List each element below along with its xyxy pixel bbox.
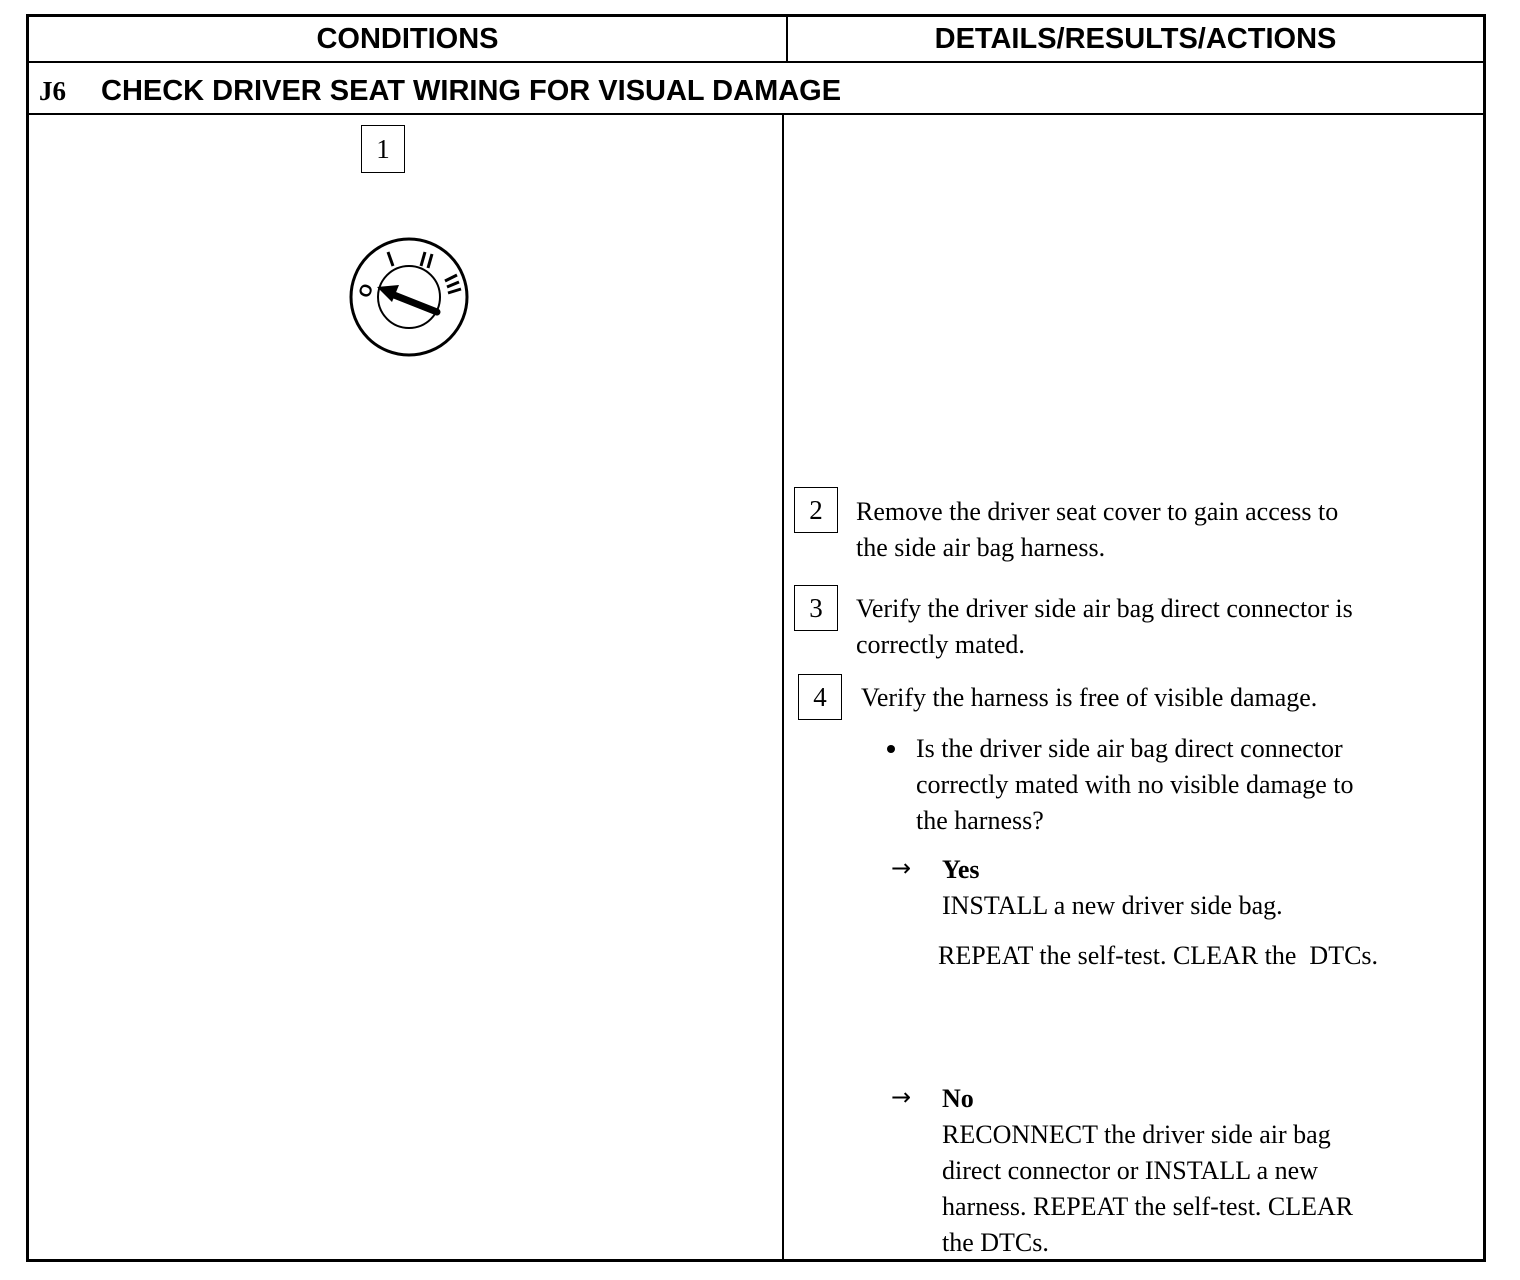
yes-action-repeat: REPEAT the self-test. CLEAR the DTCs. [938,941,1379,970]
bullet-icon [887,745,895,753]
ignition-label-iii-b [447,282,459,287]
header-divider [29,61,1483,63]
step-number-box: 3 [794,585,838,631]
step-id: J6 [39,76,66,106]
body-column-divider [782,114,784,1262]
ignition-label-ii-b [428,254,432,268]
ignition-pointer-shaft [389,293,437,312]
ignition-label-iii-a [445,275,457,281]
step-number-box: 2 [794,487,838,533]
details-header: DETAILS/RESULTS/ACTIONS [934,23,1337,55]
step-instruction: Verify the harness is free of visible damage. [861,683,1318,712]
yes-label: Yes [942,855,980,884]
ignition-label-off: O [354,281,378,301]
arrow-right-icon: → [891,854,912,882]
step-number-box: 4 [798,674,842,720]
step-title: CHECK DRIVER SEAT WIRING FOR VISUAL DAMAGE [101,75,842,107]
step-instruction: Verify the driver side air bag direct connector is correctly mated. [856,594,1353,659]
no-action: RECONNECT the driver side air bag direct connector or INSTALL a new harness. REPEAT the self-test. CLEAR the DTCs. [942,1120,1354,1257]
procedure-table [26,14,1486,1262]
question-text: Is the driver side air bag direct connector correctly mated with no visible damage to the harness? [916,734,1354,835]
step-title-row [39,69,841,113]
ignition-label-ii-a [421,252,425,266]
step-number-box: 1 [361,125,405,173]
arrow-right-icon: → [891,1083,912,1111]
ignition-label-i [388,252,393,266]
ignition-switch-icon [341,229,477,365]
conditions-header: CONDITIONS [316,23,499,55]
yes-action-install: INSTALL a new driver side bag. [942,891,1283,920]
title-divider [29,113,1483,115]
step-instruction: Remove the driver seat cover to gain access to the side air bag harness. [856,497,1339,562]
ignition-label-iii-c [448,289,461,293]
no-label: No [942,1084,974,1113]
